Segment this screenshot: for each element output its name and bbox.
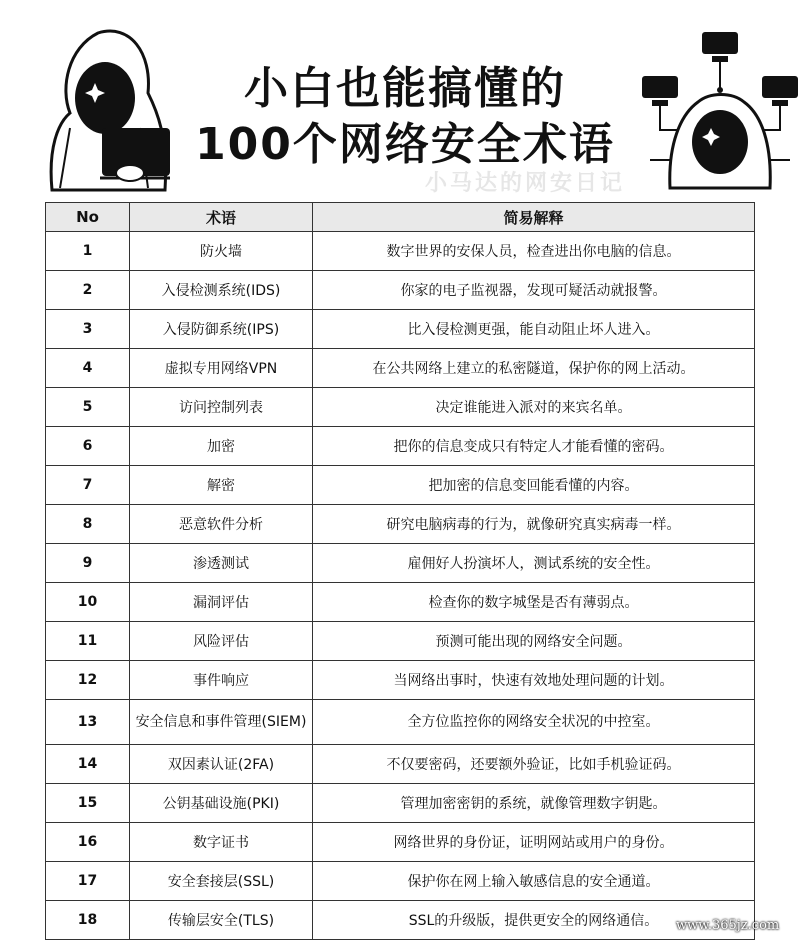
table-row [46,823,755,862]
row-term: 传输层安全(TLS) [130,901,313,940]
row-term: 安全信息和事件管理(SIEM) [130,700,313,745]
row-term: 虚拟专用网络VPN [130,349,313,388]
row-term: 风险评估 [130,622,313,661]
row-number: 9 [46,544,130,583]
page-title-line2: 100个网络安全术语 [195,119,615,170]
row-number: 17 [46,862,130,901]
row-term: 访问控制列表 [130,388,313,427]
row-description: 在公共网络上建立的私密隧道，保护你的网上活动。 [313,349,755,388]
table-row [46,349,755,388]
header [0,0,800,202]
row-description: 检查你的数字城堡是否有薄弱点。 [313,583,755,622]
row-term: 安全套接层(SSL) [130,862,313,901]
table-row [46,466,755,505]
row-number: 6 [46,427,130,466]
row-description: 当网络出事时，快速有效地处理问题的计划。 [313,661,755,700]
row-description: 把加密的信息变回能看懂的内容。 [313,466,755,505]
table-row [46,232,755,271]
hacker-network-icon [640,30,800,190]
table-row [46,661,755,700]
row-term: 数字证书 [130,823,313,862]
row-description: SSL的升级版，提供更安全的网络通信。 [313,901,755,940]
row-description: 网络世界的身份证，证明网站或用户的身份。 [313,823,755,862]
row-description: 全方位监控你的网络安全状况的中控室。 [313,700,755,745]
row-description: 雇佣好人扮演坏人，测试系统的安全性。 [313,544,755,583]
table-row [46,700,755,745]
watermark-text: 小马达的网安日记 [425,171,626,196]
row-term: 入侵检测系统(IDS) [130,271,313,310]
row-term: 事件响应 [130,661,313,700]
table-row [46,622,755,661]
row-description: 比入侵检测更强，能自动阻止坏人进入。 [313,310,755,349]
site-watermark: www.365jz.com [676,918,780,933]
row-number: 7 [46,466,130,505]
row-term: 入侵防御系统(IPS) [130,310,313,349]
row-number: 13 [46,700,130,745]
table-row [46,271,755,310]
row-description: 管理加密密钥的系统，就像管理数字钥匙。 [313,784,755,823]
row-number: 2 [46,271,130,310]
table-row [46,583,755,622]
row-description: 预测可能出现的网络安全问题。 [313,622,755,661]
row-number: 10 [46,583,130,622]
table-row [46,427,755,466]
row-number: 3 [46,310,130,349]
row-number: 11 [46,622,130,661]
table-row [46,862,755,901]
row-description: 你家的电子监视器，发现可疑活动就报警。 [313,271,755,310]
row-number: 4 [46,349,130,388]
row-term: 加密 [130,427,313,466]
row-number: 8 [46,505,130,544]
table-row [46,745,755,784]
table-row [46,784,755,823]
row-number: 12 [46,661,130,700]
row-description: 数字世界的安保人员，检查进出你电脑的信息。 [313,232,755,271]
row-term: 解密 [130,466,313,505]
row-term: 漏洞评估 [130,583,313,622]
row-description: 研究电脑病毒的行为，就像研究真实病毒一样。 [313,505,755,544]
row-description: 保护你在网上输入敏感信息的安全通道。 [313,862,755,901]
row-number: 18 [46,901,130,940]
page-title-line1: 小白也能搞懂的 [244,63,566,114]
column-header-description: 简易解释 [313,203,755,232]
table-row [46,505,755,544]
row-term: 恶意软件分析 [130,505,313,544]
row-description: 不仅要密码，还要额外验证，比如手机验证码。 [313,745,755,784]
table-row [46,388,755,427]
table-row [46,544,755,583]
column-header-term: 术语 [130,203,313,232]
table-row [46,310,755,349]
row-term: 双因素认证(2FA) [130,745,313,784]
hacker-with-laptop-icon [40,28,180,193]
row-number: 14 [46,745,130,784]
terms-table [45,202,755,940]
row-number: 16 [46,823,130,862]
row-description: 把你的信息变成只有特定人才能看懂的密码。 [313,427,755,466]
row-number: 1 [46,232,130,271]
table-row [46,901,755,940]
row-term: 防火墙 [130,232,313,271]
row-number: 5 [46,388,130,427]
column-header-no: No [46,203,130,232]
row-term: 公钥基础设施(PKI) [130,784,313,823]
row-number: 15 [46,784,130,823]
row-term: 渗透测试 [130,544,313,583]
table-header-row [46,203,755,232]
row-description: 决定谁能进入派对的来宾名单。 [313,388,755,427]
